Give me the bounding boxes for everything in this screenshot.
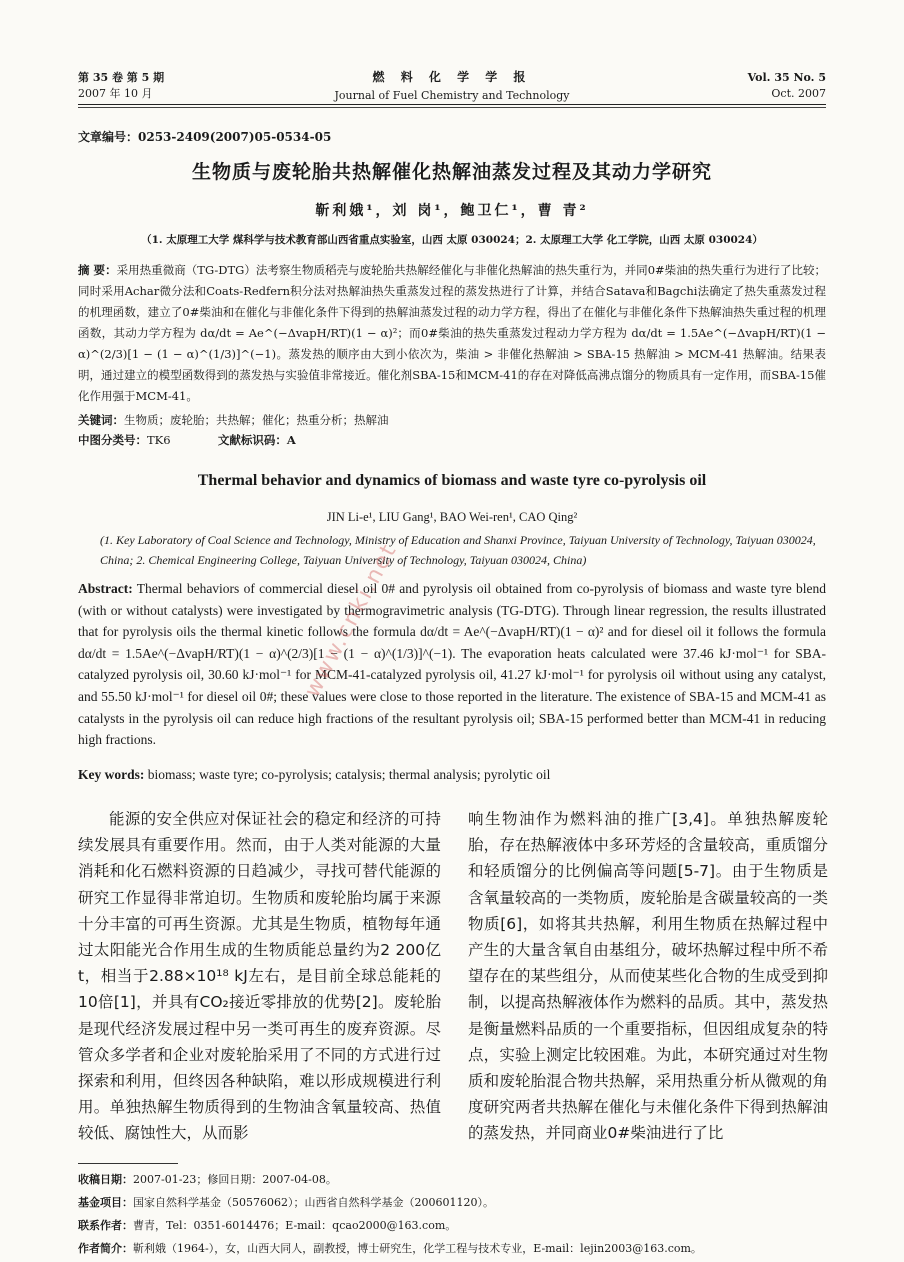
keywords-en-text: biomass; waste tyre; co-pyrolysis; catalysis; thermal analysis; pyrolytic oil bbox=[147, 767, 551, 782]
abstract-cn bbox=[78, 260, 826, 407]
bio-label: 作者简介： bbox=[78, 1242, 133, 1255]
contact-label: 联系作者： bbox=[78, 1219, 133, 1232]
keywords-cn bbox=[78, 410, 389, 430]
bio-text: 靳利娥（1964-），女，山西大同人，副教授，博士研究生，化学工程与技术专业，E-mail：lejin2003@163.com。 bbox=[133, 1242, 702, 1255]
keywords-cn-label: 关键词： bbox=[78, 413, 124, 427]
date-cn: 2007 年 10 月 bbox=[78, 87, 153, 100]
volume-issue-en: Vol. 35 No. 5 bbox=[747, 71, 826, 84]
clc-label: 中图分类号： bbox=[78, 433, 147, 447]
received-text: 2007-01-23；修回日期：2007-04-08。 bbox=[133, 1173, 337, 1186]
title-cn: 生物质与废轮胎共热解催化热解油蒸发过程及其动力学研究 bbox=[191, 161, 712, 183]
clc-value: TK6 bbox=[147, 433, 171, 447]
title-en: Thermal behavior and dynamics of biomass and waste tyre co-pyrolysis oil bbox=[197, 472, 707, 489]
abstract-en-label: Abstract: bbox=[78, 581, 133, 596]
authors-cn: 靳利娥¹，刘 岗¹，鲍卫仁¹，曹 青² bbox=[315, 203, 589, 219]
article-number: 文章编号：0253-2409(2007)05-0534-05 bbox=[78, 130, 332, 144]
keywords-en bbox=[78, 767, 826, 783]
volume-issue-cn: 第 35 卷 第 5 期 bbox=[78, 71, 165, 84]
contact-text: 曹青，Tel：0351-6014476；E-mail：qcao2000@163.com。 bbox=[133, 1219, 457, 1232]
footnote-contact bbox=[78, 1214, 456, 1237]
footnote-rule bbox=[78, 1163, 178, 1164]
doc-code-value: A bbox=[286, 433, 296, 447]
received-label: 收稿日期： bbox=[78, 1173, 133, 1186]
keywords-cn-text: 生物质；废轮胎；共热解；催化；热重分析；热解油 bbox=[124, 413, 389, 427]
fund-label: 基金项目： bbox=[78, 1196, 133, 1209]
body-left-column: 能源的安全供应对保证社会的稳定和经济的可持续发展具有重要作用。然而，由于人类对能源的大量消耗和化石燃料资源的日趋减少，寻找可替代能源的研究工作显得非常迫切。生物质和废轮胎均属于来源十分丰富的可再生资源。尤其是生物质，植物每年通过太阳能光合作用生成的生物质能总量约为2 200亿 t，相当于2.88×10¹⁸ kJ左右，是目前全球总能耗的10倍[1]，并具有CO₂接近零排放的优势[2]。废轮胎是现代经济发展过程中另一类可再生的废弃资源。尽管众多学者和企业对废轮胎采用了不同的方式进行过探索和利用，但终因各种缺陷，难以形成规模进行利用。单独热解生物质得到的生物油含氧量较高、热值较低、腐蚀性大，从而影 bbox=[78, 810, 441, 1143]
date-en: Oct. 2007 bbox=[771, 87, 826, 100]
header-rule-thin bbox=[78, 107, 826, 108]
journal-name-en: Journal of Fuel Chemistry and Technology bbox=[334, 89, 570, 102]
watermark: www.cnki.net bbox=[300, 539, 403, 702]
abstract-cn-text: 采用热重微商（TG-DTG）法考察生物质稻壳与废轮胎共热解经催化与非催化热解油的热失重行为，并同0#柴油的热失重行为进行了比较；同时采用Achar微分法和Coats-Redfern积分法对热解油热失重蒸发过程的蒸发热进行了计算，并结合Satava和Bagchi法确定了热失重蒸发过程的机理函数，建立了0#柴油和在催化与非催化条件下得到的热解油蒸发过程的动力学方程，得出了在催化与非催化条件下热解油热失重过程的机理函数，其动力学方程为 dα/dt = Ae^(−ΔvapH/RT)(1 − α)²；而0#柴油的热失重蒸发过程动力学方程为 dα/dt = 1.5Ae^(−ΔvapH/RT)(1 − α)^(2/3)[1 − (1 − α)^(1/3)]^(−1)。蒸发热的顺序由大到小依次为，柴油 > 非催化热解油 > SBA-15 热解油 > MCM-41 热解油。结果表明，通过建立的模型函数得到的蒸发热与实验值非常接近。催化剂SBA-15和MCM-41的存在对降低高沸点馏分的物质具有一定作用，而SBA-15催化作用强于MCM-41。 bbox=[78, 263, 826, 403]
fund-text: 国家自然科学基金（50576062）；山西省自然科学基金（200601120）。 bbox=[133, 1196, 494, 1209]
header-rule bbox=[78, 104, 826, 105]
journal-name-cn: 燃 料 化 学 学 报 bbox=[372, 70, 532, 84]
keywords-en-label: Key words: bbox=[78, 767, 145, 782]
footnote-received bbox=[78, 1168, 337, 1191]
footnote-fund bbox=[78, 1191, 494, 1214]
classification-cn bbox=[78, 430, 296, 450]
body-right-column: 响生物油作为燃料油的推广[3,4]。单独热解废轮胎，存在热解液体中多环芳烃的含量较高，重质馏分和轻质馏分的比例偏高等问题[5-7]。由于生物质是含氧量较高的一类物质，废轮胎是含碳量较高的一类物质[6]，如将其共热解，利用生物质在热解过程中产生的大量含氧自由基组分，破坏热解过程中所不希望存在的某些组分，从而使某些化合物的生成受到抑制，以提高热解液体作为燃料的品质。其中，蒸发热是衡量燃料品质的一个重要指标，但因组成复杂的特点，实验上测定比较困难。为此，本研究通过对生物质和废轮胎混合物共热解，采用热重分析从微观的角度研究两者共热解在催化与未催化条件下得到热解油的蒸发热，并同商业0#柴油进行了比 bbox=[468, 810, 828, 1143]
affiliation-en: (1. Key Laboratory of Coal Science and Technology, Ministry of Education and Shanxi Province, Taiyuan University of Technology, Taiyuan 030024, China; 2. Chemical Engineering College, Taiyuan University of Technology, Taiyuan 030024, China) bbox=[100, 533, 816, 567]
abstract-en bbox=[78, 578, 826, 751]
authors-en: JIN Li-e¹, LIU Gang¹, BAO Wei-ren¹, CAO Qing² bbox=[326, 510, 578, 524]
abstract-en-text: Thermal behaviors of commercial diesel oil 0# and pyrolysis oil obtained from co-pyrolysis of biomass and waste tyre blend (with or without catalysts) were investigated by thermogravimetric analysis (TG-DTG). Through linear regression, the results illustrated that for pyrolysis oils the thermal kinetic follows the formula dα/dt = Ae^(−ΔvapH/RT)(1 − α)² and for diesel oil it follows the formula dα/dt = 1.5Ae^(−ΔvapH/RT)(1 − α)^(2/3)[1 − (1 − α)^(1/3)]^(−1). The evaporation heats calculated were 37.46 kJ·mol⁻¹ for SBA-catalyzed pyrolysis oil, 30.60 kJ·mol⁻¹ for MCM-41-catalyzed pyrolysis oil, 41.27 kJ·mol⁻¹ for pyrolysis oil without using any catalyst, and 55.50 kJ·mol⁻¹ for diesel oil 0#; these values were close to those reported in the literature. The existence of SBA-15 and MCM-41 as catalysts in the pyrolysis oil can reduce high fractions of the resultant pyrolysis oil; SBA-15 performed better than MCM-41 in reducing high fractions. bbox=[78, 581, 826, 748]
abstract-cn-label: 摘 要： bbox=[78, 263, 117, 277]
doc-code-label: 文献标识码： bbox=[217, 433, 287, 447]
affiliation-cn: （1. 太原理工大学 煤科学与技术教育部山西省重点实验室，山西 太原 030024；2. 太原理工大学 化工学院，山西 太原 030024） bbox=[141, 234, 763, 246]
footnote-bio bbox=[78, 1237, 702, 1260]
